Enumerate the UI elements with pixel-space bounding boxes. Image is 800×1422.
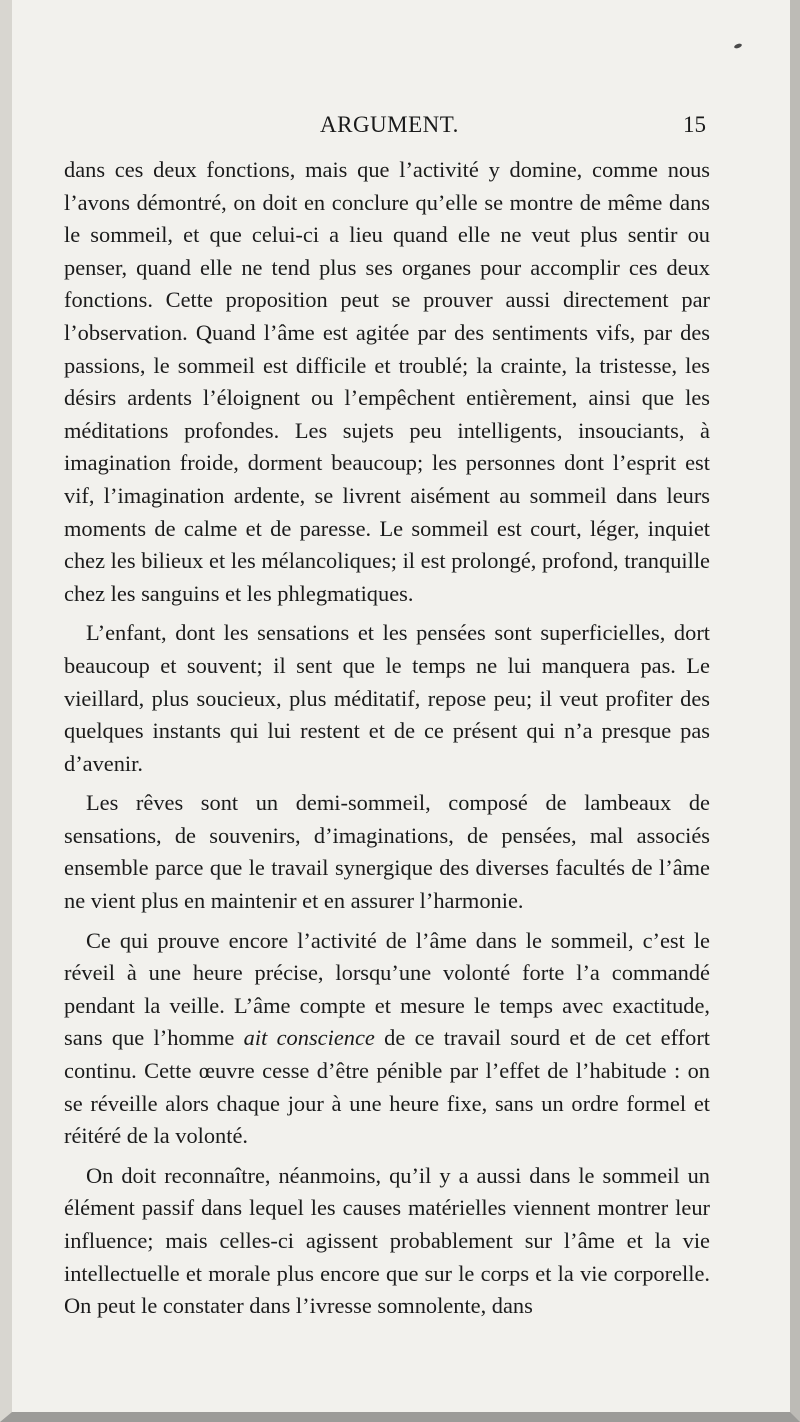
running-head (12, 112, 790, 142)
ink-speck (734, 43, 743, 49)
paragraph-4-text-before: Ce qui prouve encore l’activité de l’âme dans le sommeil, c’est le réveil à une heure précise, lorsqu’une volonté forte l’a commandé pendant la veille. L’âme compte et mesure le temps avec exactitude, sans que l’homme (64, 927, 710, 1051)
paragraph-1: dans ces deux fonctions, mais que l’activité y domine, comme nous l’avons démontré, on doit en conclure qu’elle se montre de même dans le sommeil, et que celui-ci a lieu quand elle ne veut plus sentir ou penser, quand elle ne tend plus ses organes pour accomplir ces deux fonctions. Cette proposition peut se prouver aussi directement par l’observation. Quand l’âme est agitée par des sentiments vifs, par des passions, le sommeil est difficile et troublé; la crainte, la tristesse, les désirs ardents l’éloignent ou l’empêchent entièrement, ainsi que les méditations profondes. Les sujets peu intelligents, insouciants, à imagination froide, dorment beaucoup; les personnes dont l’esprit est vif, l’imagination ardente, se livrent aisément au sommeil dans leurs moments de calme et de paresse. Le sommeil est court, léger, inquiet chez les bilieux et les mélancoliques; il est prolongé, profond, tranquille chez les sanguins et les phlegmatiques. (64, 157, 710, 606)
paragraph-5: On doit reconnaître, néanmoins, qu’il y a aussi dans le sommeil un élément passif dans lequel les causes matérielles viennent montrer leur influence; mais celles-ci agissent probablement sur l’âme et la vie intellectuelle et morale plus encore que sur le corps et la vie corporelle. On peut le constater dans l’ivresse somnolente, dans (64, 1162, 710, 1319)
paragraph-3: Les rêves sont un demi-sommeil, composé de lambeaux de sensations, de souvenirs, d’imaginations, de pensées, mal associés ensemble parce que le travail synergique des diverses facultés de l’âme ne vient plus en maintenir et en assurer l’harmonie. (64, 790, 710, 914)
paragraph-4-emphasis: ait conscience (243, 1025, 375, 1051)
paragraph-4 (64, 925, 710, 1153)
paragraph-4-text-after: de ce travail sourd et de cet effort continu. Cette œuvre cesse d’être pénible par l’effet de l’habitude : on se réveille alors chaque jour à une heure fixe, sans un ordre formel et réitéré de la volonté. (64, 1025, 710, 1149)
page-number: 15 (683, 112, 706, 137)
body-text (64, 154, 710, 1330)
paragraph-2: L’enfant, dont les sensations et les pensées sont superficielles, dort beaucoup et souvent; il sent que le temps ne lui manquera pas. Le vieillard, plus soucieux, plus méditatif, repose peu; il veut profiter des quelques instants qui lui restent et de ce présent qui n’a presque pas d’avenir. (64, 620, 710, 776)
running-title: ARGUMENT. (320, 112, 459, 137)
